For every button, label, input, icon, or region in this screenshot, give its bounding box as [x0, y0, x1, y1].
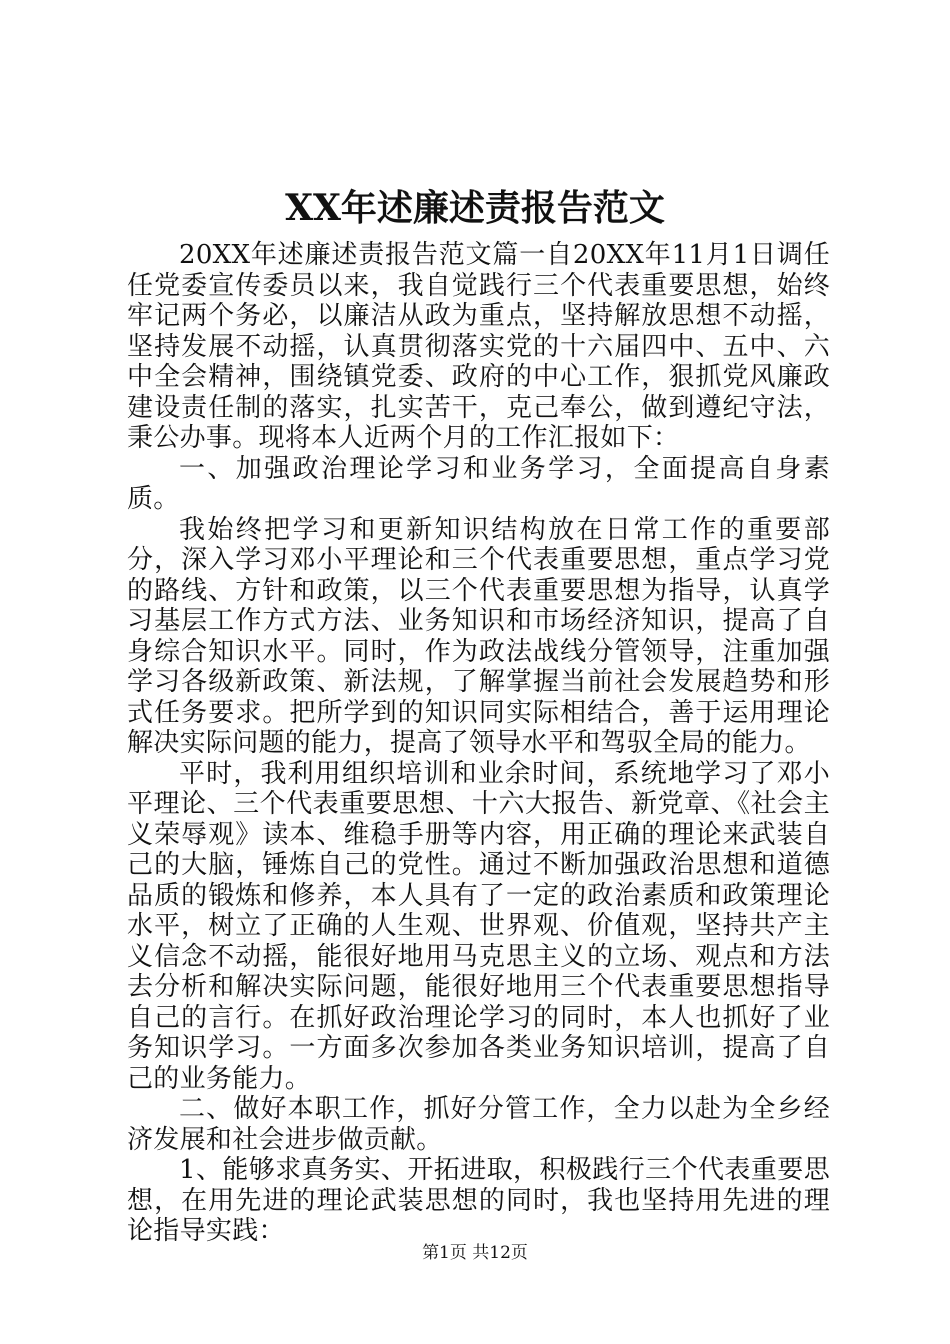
section-heading: 一、加强政治理论学习和业务学习，全面提高自身素质。	[127, 453, 830, 514]
paragraph: 20XX年述廉述责报告范文篇一自20XX年11月1日调任任党委宣传委员以来，我自觉践行三个代表重要思想，始终牢记两个务必，以廉洁从政为重点，坚持解放思想不动摇，坚持发展不动摇，认真贯彻落实党的十六届四中、五中、六中全会精神，围绕镇党委、政府的中心工作，狠抓党风廉政建设责任制的落实，扎实苦干，克己奉公，做到遵纪守法，秉公办事。现将本人近两个月的工作汇报如下：	[127, 240, 830, 453]
paragraph: 1、能够求真务实、开拓进取，积极践行三个代表重要思想，在用先进的理论武装思想的同时，我也坚持用先进的理论指导实践：	[127, 1155, 830, 1246]
paragraph: 我始终把学习和更新知识结构放在日常工作的重要部分，深入学习邓小平理论和三个代表重要思想，重点学习党的路线、方针和政策，以三个代表重要思想为指导，认真学习基层工作方式方法、业务知识和市场经济知识，提高了自身综合知识水平。同时，作为政法战线分管领导，注重加强学习各级新政策、新法规，了解掌握当前社会发展趋势和形式任务要求。把所学到的知识同实际相结合，善于运用理论解决实际问题的能力，提高了领导水平和驾驭全局的能力。	[127, 514, 830, 758]
section-heading: 二、做好本职工作，抓好分管工作，全力以赴为全乡经济发展和社会进步做贡献。	[127, 1094, 830, 1155]
document-body	[127, 240, 830, 1247]
document-title: XX年述廉述责报告范文	[285, 187, 665, 229]
page-footer: 第1页 共12页	[422, 1243, 528, 1263]
paragraph: 平时，我利用组织培训和业余时间，系统地学习了邓小平理论、三个代表重要思想、十六大报告、新党章、《社会主义荣辱观》读本、维稳手册等内容，用正确的理论来武装自己的大脑，锤炼自己的党性。通过不断加强政治思想和道德品质的锻炼和修养，本人具有了一定的政治素质和政策理论水平，树立了正确的人生观、世界观、价值观，坚持共产主义信念不动摇，能很好地用马克思主义的立场、观点和方法去分析和解决实际问题，能很好地用三个代表重要思想指导自己的言行。在抓好政治理论学习的同时，本人也抓好了业务知识学习。一方面多次参加各类业务知识培训，提高了自己的业务能力。	[127, 758, 830, 1094]
